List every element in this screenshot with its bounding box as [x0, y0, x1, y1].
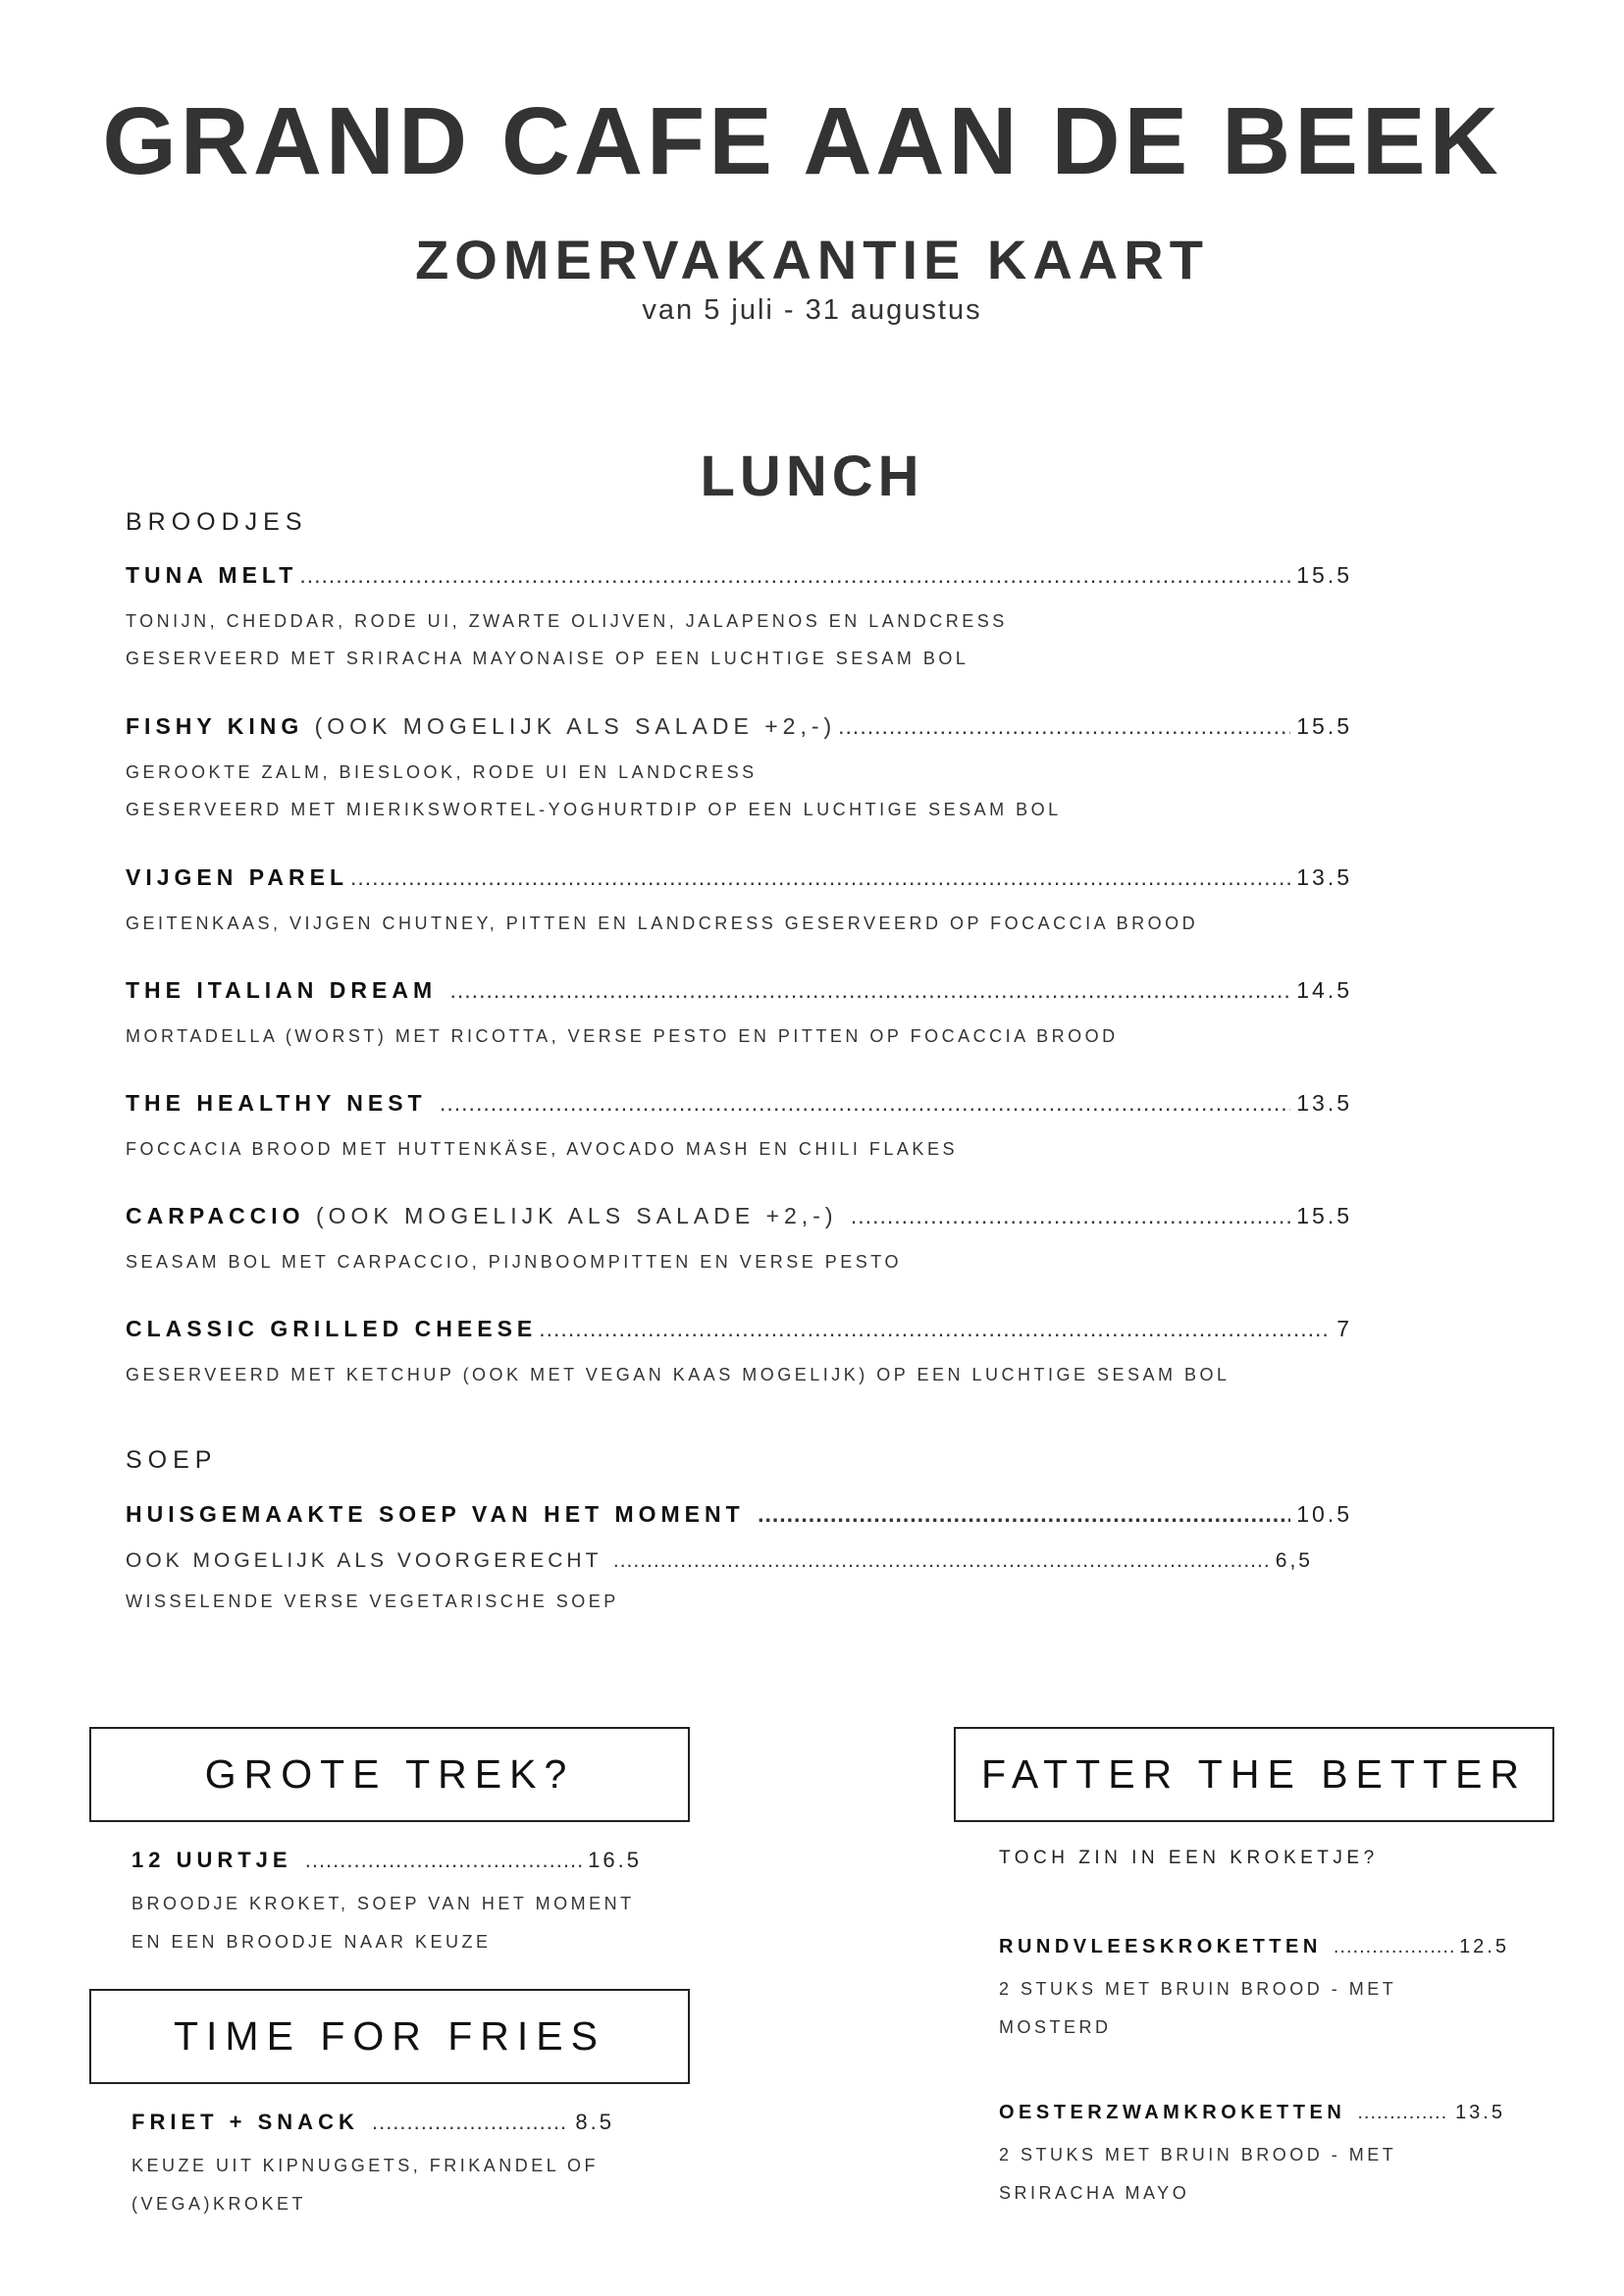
item-title-line [126, 1203, 1352, 1229]
item-name: THE ITALIAN DREAM [126, 977, 448, 1003]
item-name: FISHY KING [126, 713, 304, 739]
item-price: 13.5 [1296, 1090, 1352, 1116]
item-title-line [126, 977, 1352, 1004]
menu-title: GRAND CAFE AAN DE BEEK [102, 87, 1502, 194]
item-description [999, 2136, 1505, 2213]
fatter-intro: TOCH ZIN IN EEN KROKETJE? [999, 1848, 1379, 1868]
item-name: FRIET + SNACK [131, 2110, 370, 2134]
dot-leader [613, 1549, 1270, 1573]
item-description [126, 602, 1352, 677]
dot-leader [539, 1316, 1331, 1342]
item-name: VIJGEN PAREL [126, 864, 348, 890]
dot-leader [450, 977, 1291, 1004]
item-description [126, 1356, 1352, 1393]
item-price: 15.5 [1296, 713, 1352, 739]
description-line: MOSTERD [999, 2017, 1112, 2037]
dot-leader [299, 562, 1290, 589]
description-line: GESERVEERD MET KETCHUP (OOK MET VEGAN KAAS MOGELIJK) OP EEN LUCHTIGE SESAM BOL [126, 1365, 1231, 1384]
item-description [999, 1970, 1509, 2047]
item-description [126, 1130, 1352, 1168]
description-line: KEUZE UIT KIPNUGGETS, FRIKANDEL OF [131, 2156, 600, 2175]
item-price: 12.5 [1459, 1936, 1509, 1957]
item-name: OESTERZWAMKROKETTEN [999, 2102, 1356, 2123]
soep-voorgerecht-line [126, 1549, 1313, 1573]
item-name: THE HEALTHY NEST [126, 1090, 438, 1116]
soep-label: SOEP [126, 1446, 218, 1474]
voorgerecht-label: OOK MOGELIJK ALS VOORGERECHT [126, 1549, 611, 1572]
item-description [126, 1243, 1352, 1280]
item-name: CARPACCIO [126, 1203, 305, 1228]
item-description: WISSELENDE VERSE VEGETARISCHE SOEP [126, 1592, 619, 1611]
dot-leader [758, 1501, 1290, 1528]
item-title-line [999, 1936, 1509, 1958]
dot-leader [1357, 2102, 1449, 2124]
description-line: GEITENKAAS, VIJGEN CHUTNEY, PITTEN EN LANDCRESS GESERVEERD OP FOCACCIA BROOD [126, 913, 1199, 933]
menu-item-vijgen-parel [126, 864, 1352, 942]
menu-item-friet-snack [131, 2110, 614, 2223]
voorgerecht-price: 6,5 [1275, 1549, 1313, 1572]
description-line: GESERVEERD MET MIERIKSWORTEL-YOGHURTDIP OP EEN LUCHTIGE SESAM BOL [126, 800, 1062, 819]
description-line: SRIRACHA MAYO [999, 2183, 1190, 2203]
menu-subtitle: ZOMERVAKANTIE KAART [415, 229, 1209, 290]
item-description [126, 1018, 1352, 1055]
broodjes-label: BROODJES [126, 508, 308, 536]
grote-trek-heading-box [89, 1727, 690, 1822]
item-note: (OOK MOGELIJK ALS SALADE +2,-) [303, 713, 837, 739]
item-name: TUNA MELT [126, 562, 298, 588]
dot-leader [440, 1090, 1290, 1117]
dot-leader [1334, 1936, 1453, 1958]
description-line: FOCCACIA BROOD MET HUTTENKÄSE, AVOCADO MASH EN CHILI FLAKES [126, 1139, 958, 1159]
item-name: HUISGEMAAKTE SOEP VAN HET MOMENT [126, 1501, 757, 1527]
item-note: (OOK MOGELIJK ALS SALADE +2,-) [304, 1203, 849, 1228]
menu-item-12-uurtje [131, 1848, 642, 1961]
item-price: 15.5 [1296, 1203, 1352, 1228]
description-line: TONIJN, CHEDDAR, RODE UI, ZWARTE OLIJVEN, JALAPENOS EN LANDCRESS [126, 611, 1008, 631]
item-price: 14.5 [1296, 977, 1352, 1003]
item-price: 16.5 [588, 1848, 642, 1872]
fatter-heading: FATTER THE BETTER [981, 1751, 1527, 1797]
description-line: GEROOKTE ZALM, BIESLOOK, RODE UI EN LANDCRESS [126, 762, 758, 782]
menu-item-grilled-cheese [126, 1316, 1352, 1393]
item-title-line [131, 1848, 642, 1873]
menu-item-soep [126, 1501, 1352, 1620]
description-line: SEASAM BOL MET CARPACCIO, PIJNBOOMPITTEN EN VERSE PESTO [126, 1252, 902, 1272]
item-title-line [126, 562, 1352, 589]
item-title-line [126, 864, 1352, 891]
item-title-line [126, 713, 1352, 740]
item-title-line [126, 1090, 1352, 1117]
description-line: 2 STUKS MET BRUIN BROOD - MET [999, 1979, 1397, 1999]
item-description [126, 754, 1352, 828]
description-line: GESERVEERD MET SRIRACHA MAYONAISE OP EEN LUCHTIGE SESAM BOL [126, 649, 969, 668]
description-line: MORTADELLA (WORST) MET RICOTTA, VERSE PESTO EN PITTEN OP FOCACCIA BROOD [126, 1026, 1119, 1046]
menu-item-carpaccio [126, 1203, 1352, 1280]
dot-leader [851, 1203, 1290, 1229]
item-price: 7 [1336, 1316, 1352, 1341]
item-price: 8.5 [575, 2110, 614, 2134]
menu-item-healthy-nest [126, 1090, 1352, 1168]
description-line: BROODJE KROKET, SOEP VAN HET MOMENT [131, 1894, 635, 1913]
item-description [126, 905, 1352, 942]
item-name: CLASSIC GRILLED CHEESE [126, 1316, 538, 1341]
description-line: EN EEN BROODJE NAAR KEUZE [131, 1932, 492, 1952]
grote-trek-heading: GROTE TREK? [204, 1751, 575, 1797]
item-title-line [126, 1316, 1352, 1342]
item-title-line [999, 2102, 1505, 2124]
item-price: 13.5 [1296, 864, 1352, 890]
item-title-line [131, 2110, 614, 2135]
dot-leader [350, 864, 1290, 891]
item-description [131, 2147, 614, 2223]
fries-heading-box [89, 1989, 690, 2084]
menu-item-tuna-melt [126, 562, 1352, 677]
item-price: 13.5 [1455, 2102, 1505, 2123]
menu-item-rundvleeskroketten [999, 1936, 1509, 2047]
fries-heading: TIME FOR FRIES [174, 2013, 605, 2059]
fatter-heading-box [954, 1727, 1554, 1822]
item-description [131, 1885, 642, 1961]
item-price: 15.5 [1296, 562, 1352, 588]
item-name: RUNDVLEESKROKETTEN [999, 1936, 1332, 1957]
menu-item-oesterzwamkroketten [999, 2102, 1505, 2213]
item-price: 10.5 [1296, 1501, 1352, 1527]
dot-leader [372, 2110, 569, 2135]
menu-item-italian-dream [126, 977, 1352, 1055]
description-line: 2 STUKS MET BRUIN BROOD - MET [999, 2145, 1397, 2165]
menu-item-fishy-king [126, 713, 1352, 828]
dot-leader [838, 713, 1290, 740]
dot-leader [305, 1848, 582, 1873]
description-line: (VEGA)KROKET [131, 2194, 307, 2214]
lunch-heading: LUNCH [700, 444, 924, 508]
item-name: 12 UURTJE [131, 1848, 303, 1872]
item-title-line [126, 1501, 1352, 1528]
date-range: van 5 juli - 31 augustus [642, 294, 982, 326]
